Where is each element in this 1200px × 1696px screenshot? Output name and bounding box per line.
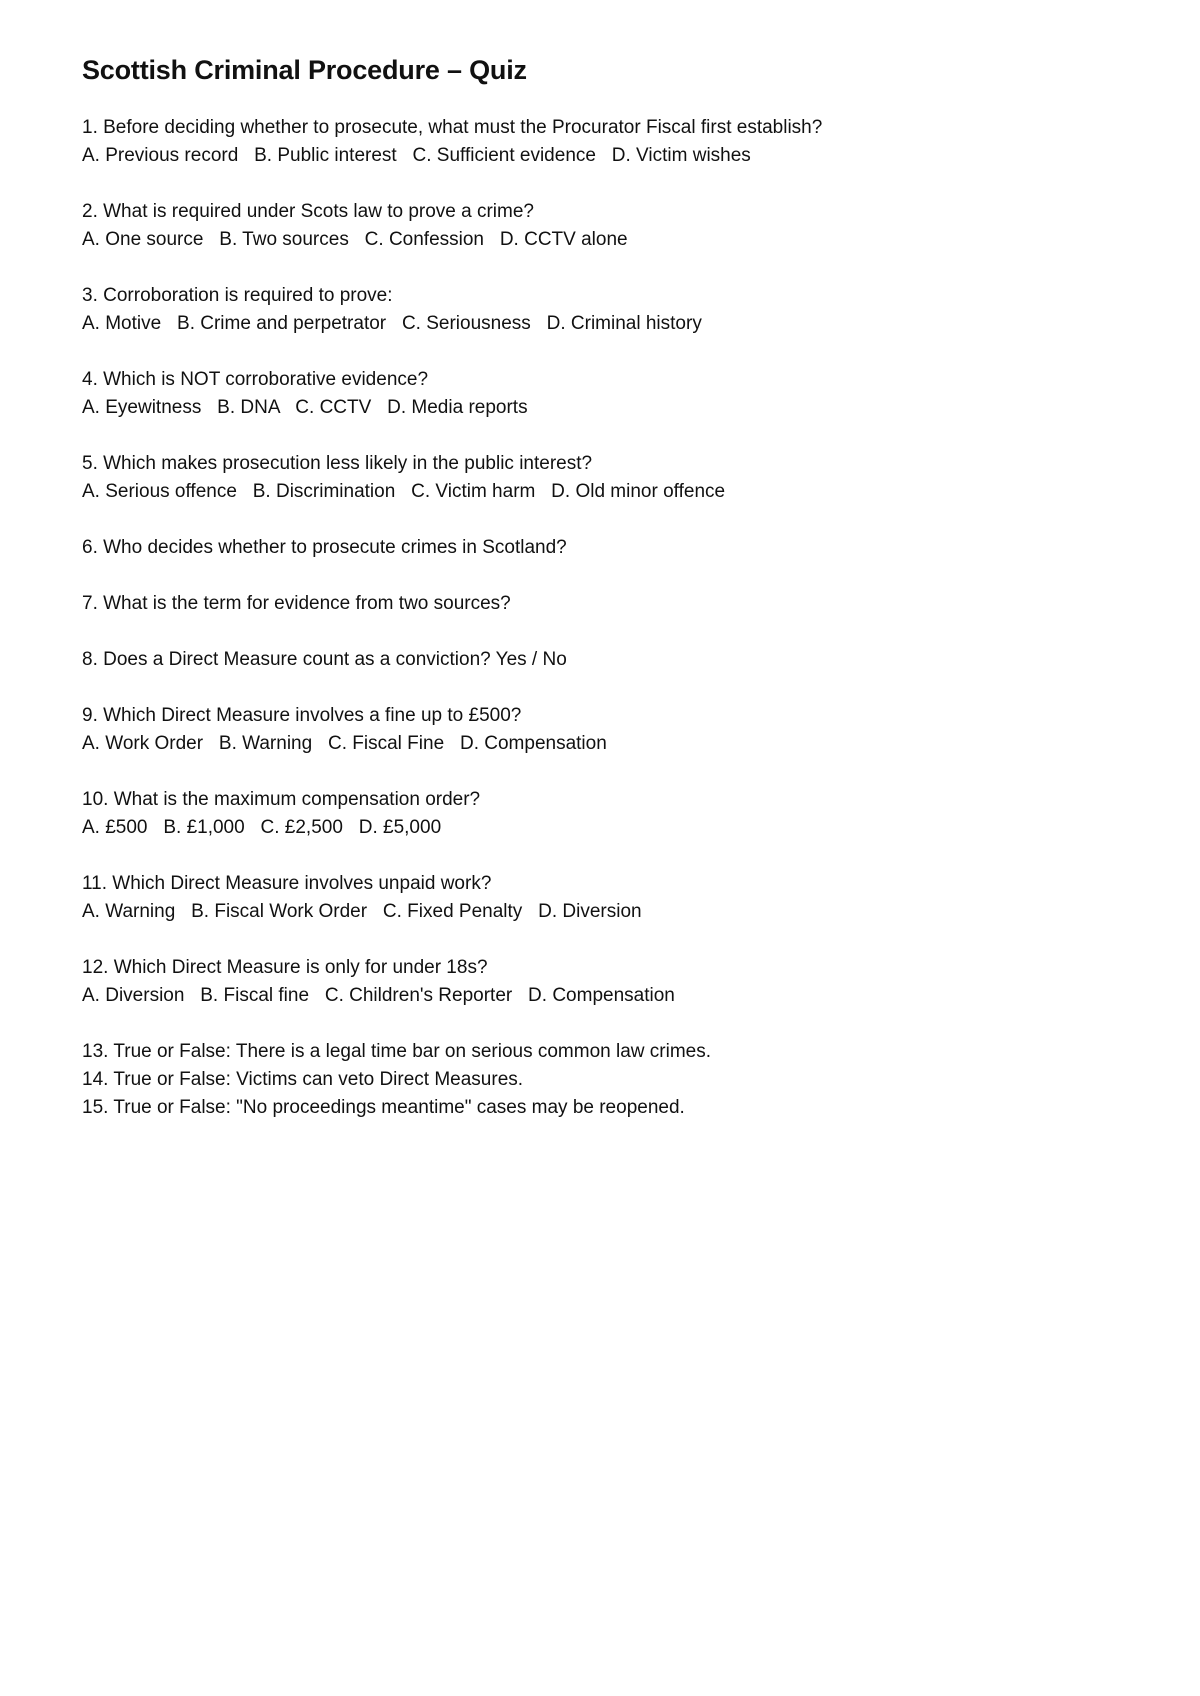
question-options: A. Diversion B. Fiscal fine C. Children's Reporter D. Compensation <box>82 985 675 1006</box>
question-9 <box>82 702 1122 758</box>
question-text: 6. Who decides whether to prosecute crimes in Scotland? <box>82 537 567 558</box>
question-options: A. Warning B. Fiscal Work Order C. Fixed Penalty D. Diversion <box>82 901 642 922</box>
question-text: 7. What is the term for evidence from two sources? <box>82 593 511 614</box>
question-text: 1. Before deciding whether to prosecute, what must the Procurator Fiscal first establish? <box>82 117 823 138</box>
question-options: A. Previous record B. Public interest C. Sufficient evidence D. Victim wishes <box>82 145 751 166</box>
question-options: A. One source B. Two sources C. Confession D. CCTV alone <box>82 229 628 250</box>
question-text: 3. Corroboration is required to prove: <box>82 285 393 306</box>
question-10 <box>82 786 1122 842</box>
question-text: 5. Which makes prosecution less likely in the public interest? <box>82 453 593 474</box>
question-text: 11. Which Direct Measure involves unpaid work? <box>82 873 492 894</box>
question-options: A. Motive B. Crime and perpetrator C. Seriousness D. Criminal history <box>82 313 702 334</box>
question-text: 9. Which Direct Measure involves a fine up to £500? <box>82 705 522 726</box>
true-false-question: 14. True or False: Victims can veto Direct Measures. <box>82 1069 524 1090</box>
true-false-question: 13. True or False: There is a legal time bar on serious common law crimes. <box>82 1041 712 1062</box>
page-title: Scottish Criminal Procedure – Quiz <box>82 55 527 85</box>
question-text: 10. What is the maximum compensation order? <box>82 789 481 810</box>
question-options: A. Serious offence B. Discrimination C. Victim harm D. Old minor offence <box>82 481 726 502</box>
question-text: 2. What is required under Scots law to prove a crime? <box>82 201 534 222</box>
question-12 <box>82 954 1122 1010</box>
question-text: 12. Which Direct Measure is only for under 18s? <box>82 957 488 978</box>
question-options: A. Work Order B. Warning C. Fiscal Fine D. Compensation <box>82 733 607 754</box>
question-3 <box>82 282 1122 338</box>
question-text: 8. Does a Direct Measure count as a conviction? Yes / No <box>82 649 567 670</box>
question-5 <box>82 450 1122 506</box>
true-false-section <box>82 1038 1122 1122</box>
question-options: A. £500 B. £1,000 C. £2,500 D. £5,000 <box>82 817 442 838</box>
question-6 <box>82 534 1122 562</box>
question-8 <box>82 646 1122 674</box>
question-1 <box>82 114 1122 170</box>
question-11 <box>82 870 1122 926</box>
question-options: A. Eyewitness B. DNA C. CCTV D. Media reports <box>82 397 528 418</box>
question-7 <box>82 590 1122 618</box>
question-4 <box>82 366 1122 422</box>
quiz-page <box>82 52 1122 1122</box>
question-2 <box>82 198 1122 254</box>
true-false-question: 15. True or False: "No proceedings meantime" cases may be reopened. <box>82 1097 685 1118</box>
question-text: 4. Which is NOT corroborative evidence? <box>82 369 429 390</box>
